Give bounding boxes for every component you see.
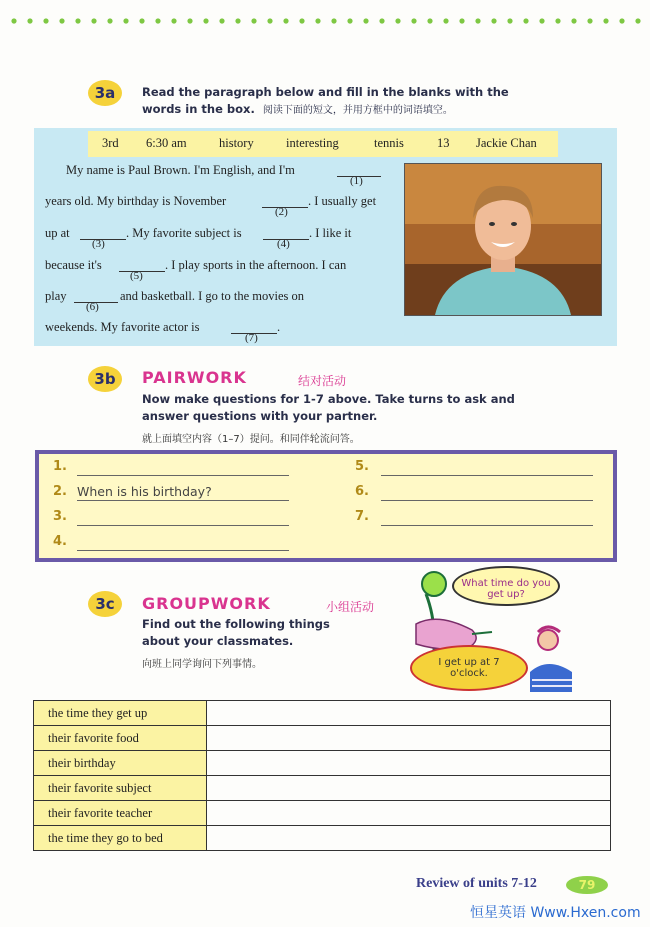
- badge-3b: 3b: [88, 366, 122, 392]
- groupwork-title: GROUPWORK: [142, 594, 271, 613]
- answer-line[interactable]: [381, 500, 593, 501]
- answer-line[interactable]: [77, 525, 289, 526]
- instruction-3c-line1: Find out the following things: [142, 617, 330, 631]
- review-label: Review of units 7-12: [416, 876, 537, 891]
- word-box-item: interesting: [286, 136, 339, 150]
- table-row: [34, 751, 611, 776]
- table-row-label: their birthday: [34, 751, 207, 776]
- instruction-3a: [142, 84, 617, 119]
- instruction-3c: [142, 616, 402, 650]
- blank-number: (1): [350, 175, 363, 187]
- instruction-3a-cn: 阅读下面的短文，并用方框中的词语填空。: [262, 105, 453, 116]
- blank-number: (5): [130, 270, 143, 282]
- badge-3a: 3a: [88, 80, 122, 106]
- table-row: [34, 776, 611, 801]
- blank-number: (7): [245, 332, 258, 344]
- instruction-3b: [142, 391, 617, 425]
- instruction-3c-cn: 向班上同学询问下列事情。: [142, 659, 262, 670]
- table-row-label: the time they get up: [34, 701, 207, 726]
- answer-line[interactable]: [381, 525, 593, 526]
- paragraph-line: up at: [45, 226, 70, 240]
- groupwork-title-cn: 小组活动: [326, 600, 375, 614]
- question-number: 1.: [53, 459, 67, 474]
- question-number: 6.: [355, 484, 369, 499]
- instruction-3b-line2: answer questions with your partner.: [142, 409, 378, 423]
- answer-cell[interactable]: [207, 751, 611, 776]
- question-number: 2.: [53, 484, 67, 499]
- instruction-3c-line2: about your classmates.: [142, 634, 294, 648]
- answer-cell[interactable]: [207, 776, 611, 801]
- answer-line[interactable]: [77, 475, 289, 476]
- word-box-item: Jackie Chan: [476, 136, 537, 150]
- badge-3c: 3c: [88, 591, 122, 617]
- table-row: [34, 826, 611, 851]
- pairwork-title-cn: 结对活动: [298, 374, 347, 388]
- question-number: 4.: [53, 534, 67, 549]
- answer-line[interactable]: [77, 500, 289, 501]
- table-row-label: their favorite teacher: [34, 801, 207, 826]
- question-number: 3.: [53, 509, 67, 524]
- table-row: [34, 701, 611, 726]
- instruction-3b-cn: 就上面填空内容（1–7）提问。和同伴轮流问答。: [142, 434, 360, 445]
- answer-line[interactable]: [77, 550, 289, 551]
- paragraph-line: . My favorite subject is: [126, 226, 242, 240]
- table-row-label: their favorite subject: [34, 776, 207, 801]
- word-box: [88, 131, 558, 157]
- table-row-label: their favorite food: [34, 726, 207, 751]
- paragraph-line: weekends. My favorite actor is: [45, 320, 200, 334]
- blank-number: (4): [277, 238, 290, 250]
- speech-bubble-question: What time do you get up?: [452, 566, 560, 606]
- table-row: [34, 801, 611, 826]
- answer-cell[interactable]: [207, 726, 611, 751]
- blank-number: (3): [92, 238, 105, 250]
- answer-cell[interactable]: [207, 801, 611, 826]
- speech-bubble-answer: I get up at 7 o'clock.: [410, 645, 528, 691]
- word-box-item: tennis: [374, 136, 404, 150]
- word-box-item: 6:30 am: [146, 136, 187, 150]
- paragraph-line: because it's: [45, 258, 102, 272]
- paragraph-line: and basketball. I go to the movies on: [120, 289, 304, 303]
- pairwork-answer-box: [35, 450, 617, 562]
- instruction-3a-line2: words in the box.: [142, 102, 255, 116]
- paragraph-line: .: [277, 320, 281, 334]
- answer-cell[interactable]: [207, 701, 611, 726]
- word-box-item: 3rd: [102, 136, 119, 150]
- instruction-3b-line1: Now make questions for 1-7 above. Take turns to ask and: [142, 392, 515, 406]
- question-number: 5.: [355, 459, 369, 474]
- watermark: 恒星英语 Www.Hxen.com: [470, 905, 641, 921]
- groupwork-table: [33, 700, 611, 851]
- paragraph-line: play: [45, 289, 67, 303]
- answer-cell[interactable]: [207, 826, 611, 851]
- paragraph-line: . I like it: [309, 226, 352, 240]
- instruction-3a-line1: Read the paragraph below and fill in the blanks with the: [142, 85, 509, 99]
- blank-number: (2): [275, 206, 288, 218]
- page-number: 79: [566, 876, 608, 894]
- example-answer: When is his birthday?: [77, 484, 212, 499]
- paragraph-line: . I play sports in the afternoon. I can: [165, 258, 347, 272]
- blank-number: (6): [86, 301, 99, 313]
- table-row-label: the time they go to bed: [34, 826, 207, 851]
- question-number: 7.: [355, 509, 369, 524]
- paragraph-line: years old. My birthday is November: [45, 194, 227, 208]
- word-box-item: history: [219, 136, 254, 150]
- dotted-border: [0, 16, 650, 26]
- pairwork-title: PAIRWORK: [142, 368, 247, 387]
- word-box-item: 13: [437, 136, 450, 150]
- boy-photo: [404, 163, 602, 316]
- paragraph-line: My name is Paul Brown. I'm English, and I'm: [66, 163, 295, 177]
- table-row: [34, 726, 611, 751]
- answer-line[interactable]: [381, 475, 593, 476]
- paragraph-line: . I usually get: [308, 194, 377, 208]
